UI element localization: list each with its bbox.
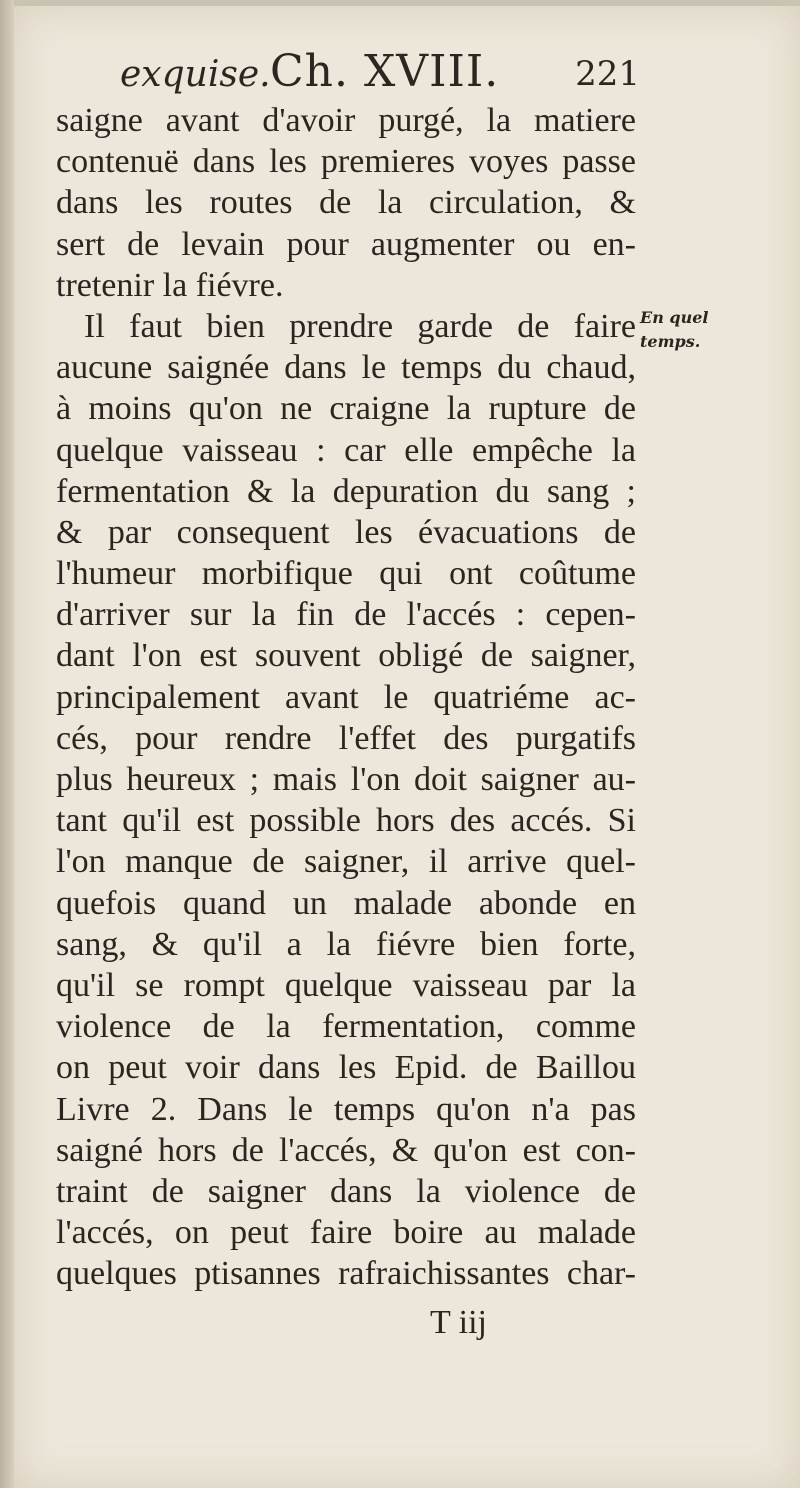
running-head-chapter: Ch. XVIII. xyxy=(270,46,500,97)
running-head-short-title: exquise. xyxy=(120,54,271,95)
text-line: l'accés, on peut faire boire au malade xyxy=(56,1214,636,1252)
page-gutter xyxy=(0,0,14,1488)
text-line: tretenir la fiévre. xyxy=(56,266,284,304)
text-line: fermentation & la depuration du sang ; xyxy=(56,472,636,510)
text-line: on peut voir dans les Epid. de Baillou xyxy=(56,1049,636,1087)
text-line: dant l'on est souvent obligé de saigner, xyxy=(56,637,636,675)
text-line: quelque vaisseau : car elle empêche la xyxy=(56,431,636,469)
text-line: quefois quand un malade abonde en xyxy=(56,884,636,922)
page-number: 221 xyxy=(575,54,640,94)
text-line: traint de saigner dans la violence de xyxy=(56,1172,636,1210)
text-line: Il faut bien prendre garde de faire xyxy=(84,307,636,345)
text-line: l'humeur morbifique qui ont coûtume xyxy=(56,555,636,593)
body-text xyxy=(56,100,636,1294)
text-line: quelques ptisannes rafraichissantes char- xyxy=(56,1255,636,1293)
text-line: sert de levain pour augmenter ou en- xyxy=(56,225,636,263)
text-line: d'arriver sur la fin de l'accés : cepen- xyxy=(56,596,636,634)
text-line: plus heureux ; mais l'on doit saigner au- xyxy=(56,761,636,798)
text-line: tant qu'il est possible hors des accés. Si xyxy=(56,802,636,840)
text-line: dans les routes de la circulation, & xyxy=(56,184,636,222)
text-line: violence de la fermentation, comme xyxy=(56,1008,636,1046)
text-line: à moins qu'on ne craigne la rupture de xyxy=(56,390,636,428)
text-line: saigne avant d'avoir purgé, la matiere xyxy=(56,102,636,139)
signature-mark: T iij xyxy=(430,1304,487,1341)
text-line: l'on manque de saigner, il arrive quel- xyxy=(56,843,636,881)
text-line: qu'il se rompt quelque vaisseau par la xyxy=(56,966,636,1004)
text-line: cés, pour rendre l'effet des purgatifs xyxy=(56,719,636,757)
margin-note-line: En quel xyxy=(640,308,709,327)
text-line: saigné hors de l'accés, & qu'on est con- xyxy=(56,1131,636,1169)
text-line: & par consequent les évacuations de xyxy=(56,513,636,551)
running-head xyxy=(120,40,640,100)
text-line: contenuë dans les premieres voyes passe xyxy=(56,143,636,181)
margin-note-line: temps. xyxy=(640,332,701,351)
margin-note xyxy=(640,306,750,354)
text-line: principalement avant le quatriéme ac- xyxy=(56,678,636,716)
text-line: sang, & qu'il a la fiévre bien forte, xyxy=(56,925,636,963)
text-line: Livre 2. Dans le temps qu'on n'a pas xyxy=(56,1090,636,1128)
text-line: aucune saignée dans le temps du chaud, xyxy=(56,349,636,387)
